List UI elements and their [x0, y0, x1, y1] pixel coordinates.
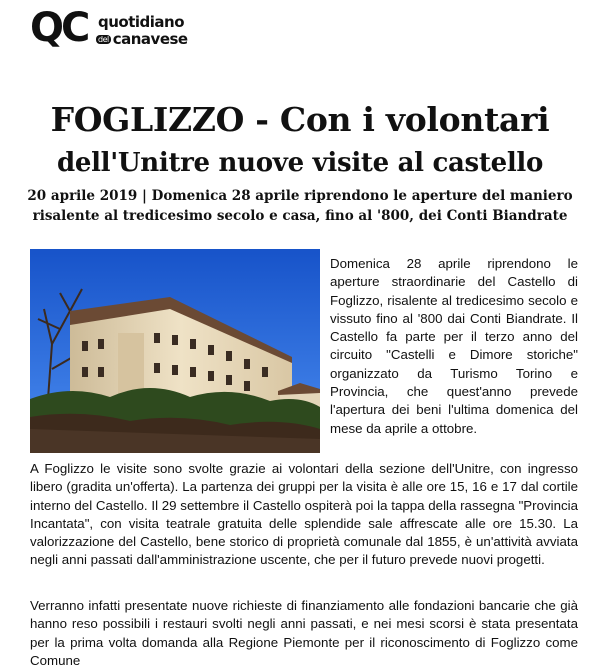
article-paragraph-2: A Foglizzo le visite sono svolte grazie ai volontari della sezione dell'Unitre, con ingresso libero (gradita un'offerta). La partenza dei gruppi per la visita è alle ore 15, 16 e 17 dal cortile interno del Castello. Il 29 settembre il Castello ospiterà poi la tappa della rassegna "Provincia Incantata", con visita teatrale gratuita delle splendide sale affrescate alle ore 15.30. La valorizzazione del Castello, bene storico di proprietà comunale dal 1855, è un'attività avviata negli anni passati dall'amministrazione uscente, che per il futuro prevede nuovi progetti. — [30, 461, 578, 568]
castle-illustration — [30, 249, 320, 453]
article-title-line-2: dell'Unitre nuove visite al castello — [56, 148, 544, 178]
castle-photo — [30, 249, 320, 453]
logo-connector: del — [98, 35, 109, 44]
logo-line-2 — [96, 30, 188, 48]
logo-line-2-text: canavese — [112, 30, 188, 48]
article-paragraph-3: Verranno infatti presentate nuove richieste di finanziamento alle fondazioni bancarie che già hanno reso possibili i restauri svolti negli anni passati, e nei mesi scorsi è stata presentata per la prima volta domanda alla Regione Piemonte per il riconoscimento di Foglizzo come Comune — [30, 598, 578, 668]
article-paragraph-1: Domenica 28 aprile riprendono le aperture straordinarie del Castello di Foglizzo, risalente al tredicesimo secolo e vissuto fino al '800 dai Conti Biandrate. Il Castello fa parte per il terzo anno del circuito "Castelli e Dimore storiche" organizzato da Turismo Torino e Provincia, che quest'anno prevede l'apertura dei beni l'ultima domenica del mese da aprile a ottobre. — [330, 256, 578, 436]
logo-mark: QC — [30, 5, 88, 51]
logo-line-1: quotidiano — [98, 13, 185, 31]
publication-logo[interactable] — [30, 5, 220, 51]
article-title-line-1: FOGLIZZO - Con i volontari — [50, 100, 550, 139]
article-subtitle: 20 aprile 2019 | Domenica 28 aprile riprendono le aperture del maniero risalente al tredicesimo secolo e casa, fino al '800, dei Conti Biandrate — [27, 188, 573, 224]
